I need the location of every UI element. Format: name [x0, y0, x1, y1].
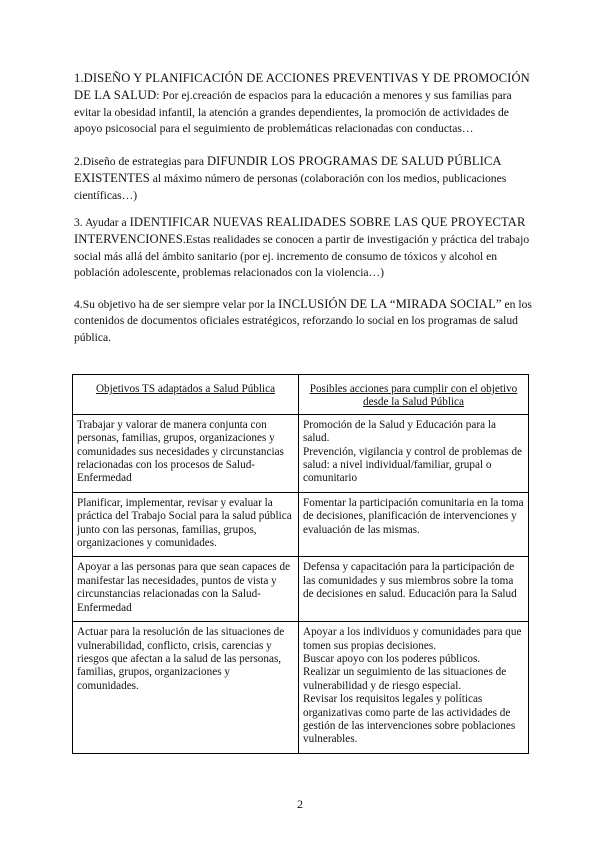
- actions-cell: [299, 414, 529, 492]
- objectives-table: [72, 374, 529, 754]
- objective-cell: Actuar para la resolución de las situaciones de vulnerabilidad, conflicto, crisis, carencias y riesgos que afectan a la salud de las personas, familias, grupos, organizaciones y comunidades.: [73, 622, 299, 754]
- action-line: Defensa y capacitación para la participación de las comunidades y sus miembros sobre la toma de decisiones en salud. Educación para la Salud: [303, 561, 517, 601]
- paragraph-2-text: al máximo número de personas (colaboración con los medios, publicaciones científicas…): [74, 172, 507, 202]
- paragraph-4-lead: 4.Su objetivo ha de ser siempre velar por la: [74, 298, 279, 311]
- table-row: [73, 557, 529, 622]
- objective-cell: Planificar, implementar, revisar y evaluar la práctica del Trabajo Social para la salud pública junto con las personas, familias, grupos, organizaciones y comunidades.: [73, 492, 299, 557]
- actions-cell: [299, 557, 529, 622]
- page-number: 2: [297, 797, 303, 811]
- table-row: [73, 622, 529, 754]
- table-header-objectives: Objetivos TS adaptados a Salud Pública: [73, 375, 299, 415]
- action-line: Fomentar la participación comunitaria en la toma de decisiones, planificación de intervenciones y evaluación de las mismas.: [303, 496, 524, 536]
- table-row: [73, 492, 529, 557]
- action-line: Promoción de la Salud y Educación para la salud.: [303, 418, 496, 445]
- paragraph-2-lead: 2.Diseño de estrategias para: [74, 155, 207, 168]
- paragraph-1-text: : Por ej.creación de espacios para la educación a menores y sus familias para evitar la obesidad infantil, la atención a grandes dependientes, la promoción de actividades de apoyo psicosocial para el seguimiento de problemáticas relacionadas con conductas…: [74, 89, 512, 136]
- action-line: Realizar un seguimiento de las situaciones de vulnerabilidad y de riesgo especial.: [303, 666, 507, 692]
- action-line: Apoyar a los individuos y comunidades para que tomen sus propias decisiones.: [303, 626, 522, 652]
- paragraph-3: [74, 214, 534, 282]
- actions-cell: [299, 622, 529, 754]
- paragraph-3-text: .Estas realidades se conocen a partir de investigación y práctica del trabajo social más allá del ámbito sanitario (por ej. incremento de consumo de tóxicos y alcohol en población adolescente, problemas relacionados con la violencia…): [74, 233, 530, 280]
- action-line: Revisar los requisitos legales y políticas organizativas como parte de las actividades de gestión de las intervenciones sobre poblaciones vulnerables.: [303, 693, 516, 746]
- paragraph-3-lead: 3. Ayudar a: [74, 216, 130, 229]
- paragraph-2-heading: DIFUNDIR LOS PROGRAMAS DE SALUD PÚBLICA EXISTENTES: [74, 154, 501, 186]
- paragraph-2: [74, 153, 534, 204]
- table-header-actions: Posibles acciones para cumplir con el objetivo desde la Salud Pública: [299, 375, 529, 415]
- action-line: Buscar apoyo con los poderes públicos.: [303, 652, 481, 665]
- action-line: Prevención, vigilancia y control de problemas de salud: a nivel individual/familiar, grupal o comunitario: [303, 445, 523, 485]
- paragraph-1-heading: 1.DISEÑO Y PLANIFICACIÓN DE ACCIONES PREVENTIVAS Y DE PROMOCIÓN DE LA SALUD: [74, 71, 530, 103]
- paragraph-4: [74, 296, 534, 346]
- paragraph-1: [74, 70, 534, 138]
- objective-cell: Apoyar a las personas para que sean capaces de manifestar las necesidades, puntos de vista y circunstancias relacionadas con la Salud-Enfermedad: [73, 557, 299, 622]
- actions-cell: [299, 492, 529, 557]
- paragraph-3-heading: IDENTIFICAR NUEVAS REALIDADES SOBRE LAS QUE PROYECTAR INTERVENCIONES: [74, 215, 526, 247]
- objective-cell: Trabajar y valorar de manera conjunta con personas, familias, grupos, organizaciones y comunidades sus necesidades y circunstancias relacionadas con los procesos de Salud-Enfermedad: [73, 414, 299, 492]
- paragraph-4-text: en los contenidos de documentos oficiales estratégicos, reforzando lo social en los programas de salud pública.: [74, 298, 532, 344]
- paragraph-4-heading: INCLUSIÓN DE LA “MIRADA SOCIAL”: [278, 297, 502, 311]
- table-header-row: [73, 375, 529, 415]
- table-row: [73, 414, 529, 492]
